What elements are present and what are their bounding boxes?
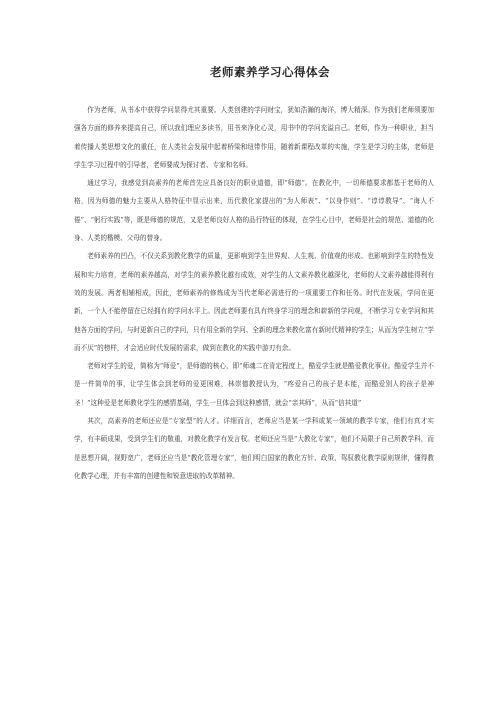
- document-body: [74, 101, 434, 485]
- paragraph: 作为老师，从书本中获得学问显得尤其重要。人类创建的学问财宝，犹如浩瀚的海洋，博大精深。作为我们老师须要加强各方面的修养来提高自己，所以我们理应多读书，用书来净化心灵，用书中的学问充溢自己。老师，作为一种职业，担当着传播人类思想文化的重任，在人类社会发展中起着桥梁和纽带作用，随着新课程改革的实施，学生是学习的主体，老师是学生学习过程中的引导者，老师要成为探讨者、专家和名师。: [74, 106, 434, 169]
- paragraph: 通过学习，我感觉到高素养的老师首先应具备良好的职业道德，即“师德”。在教化中，一切师德要求都基于老师的人格，因为师德的魅力主要从人格特征中显示出来，历代教化家提出的“为人师表”、“以身作则”、“谆谆教导”、“诲人不倦”、“躬行实践”等，既是师德的规范，又是老师良好人格的品行特征的体现，在学生心目中，老师是社会的规范、道德的化身、人类的楷模、父母的替身。: [74, 179, 434, 243]
- paragraph: 老师素养的凹凸，不仅关系到教化教学的质量，更影响到学生世界观、人生观、价值观的形成、也影响到学生的特性发展和实力培育，老师的素养越高，对学生的素养教化越有成效，对学生的人文素养教化越深化，老师的人文素养越能得利有效的发展。两者相辅相成，因此，老师素养的修炼成为当代老师必需进行的一项重要工作和任务。时代在发展，学问在更新，一个人不能停留在已经拥有的学问水平上。因此老师要有具有终身学习的理念和崭新的学问观，不断学习专业学问和其他各方面的学问，与时更新自己的学问，只有用全新的学问、全新的理念来教化富有新时代精神的学生；从而为学生树立“学而不厌”的榜样，才会适应时代发展的需求，做到在教化的实践中游刃有余。: [74, 252, 434, 352]
- paragraph: 其次，高素养的老师还应是“专家型”的人才。详细而言，老师应当是某一学科或某一领域的教学专家，他们有真才实学，有丰硕成果，受到学生们的敬重，对教化教学有发言权。老师还应当是“大教化专家”，他们不局限于自己所教学科，而是思想开阔，视野宽广，老师还应当是“教化管理专家”，他们明白国家的教化方针、政策，驾驭教化教学原则规律，懂得教化教学心理，并有丰富的创建性和锐意进取的改革精神。: [74, 417, 434, 480]
- paragraph: 老师对学生的爱，简称为“师爱”，是师德的核心，即“师魂二在肯定程度上，酷爱学生就是酷爱教化事业。酷爱学生并不是一件简单的事，让学生体会到老师的爱更困难，林崇德教授认为，“疼爱自己的孩子是本能，而酷爱别人的孩子是神圣！”这种爱是老师教化学生的感情基础，学生一旦体会到这种感情，就会“亲其师”，从而“信其道”: [74, 362, 434, 407]
- document-title: 老师素养学习心得体会: [210, 65, 330, 79]
